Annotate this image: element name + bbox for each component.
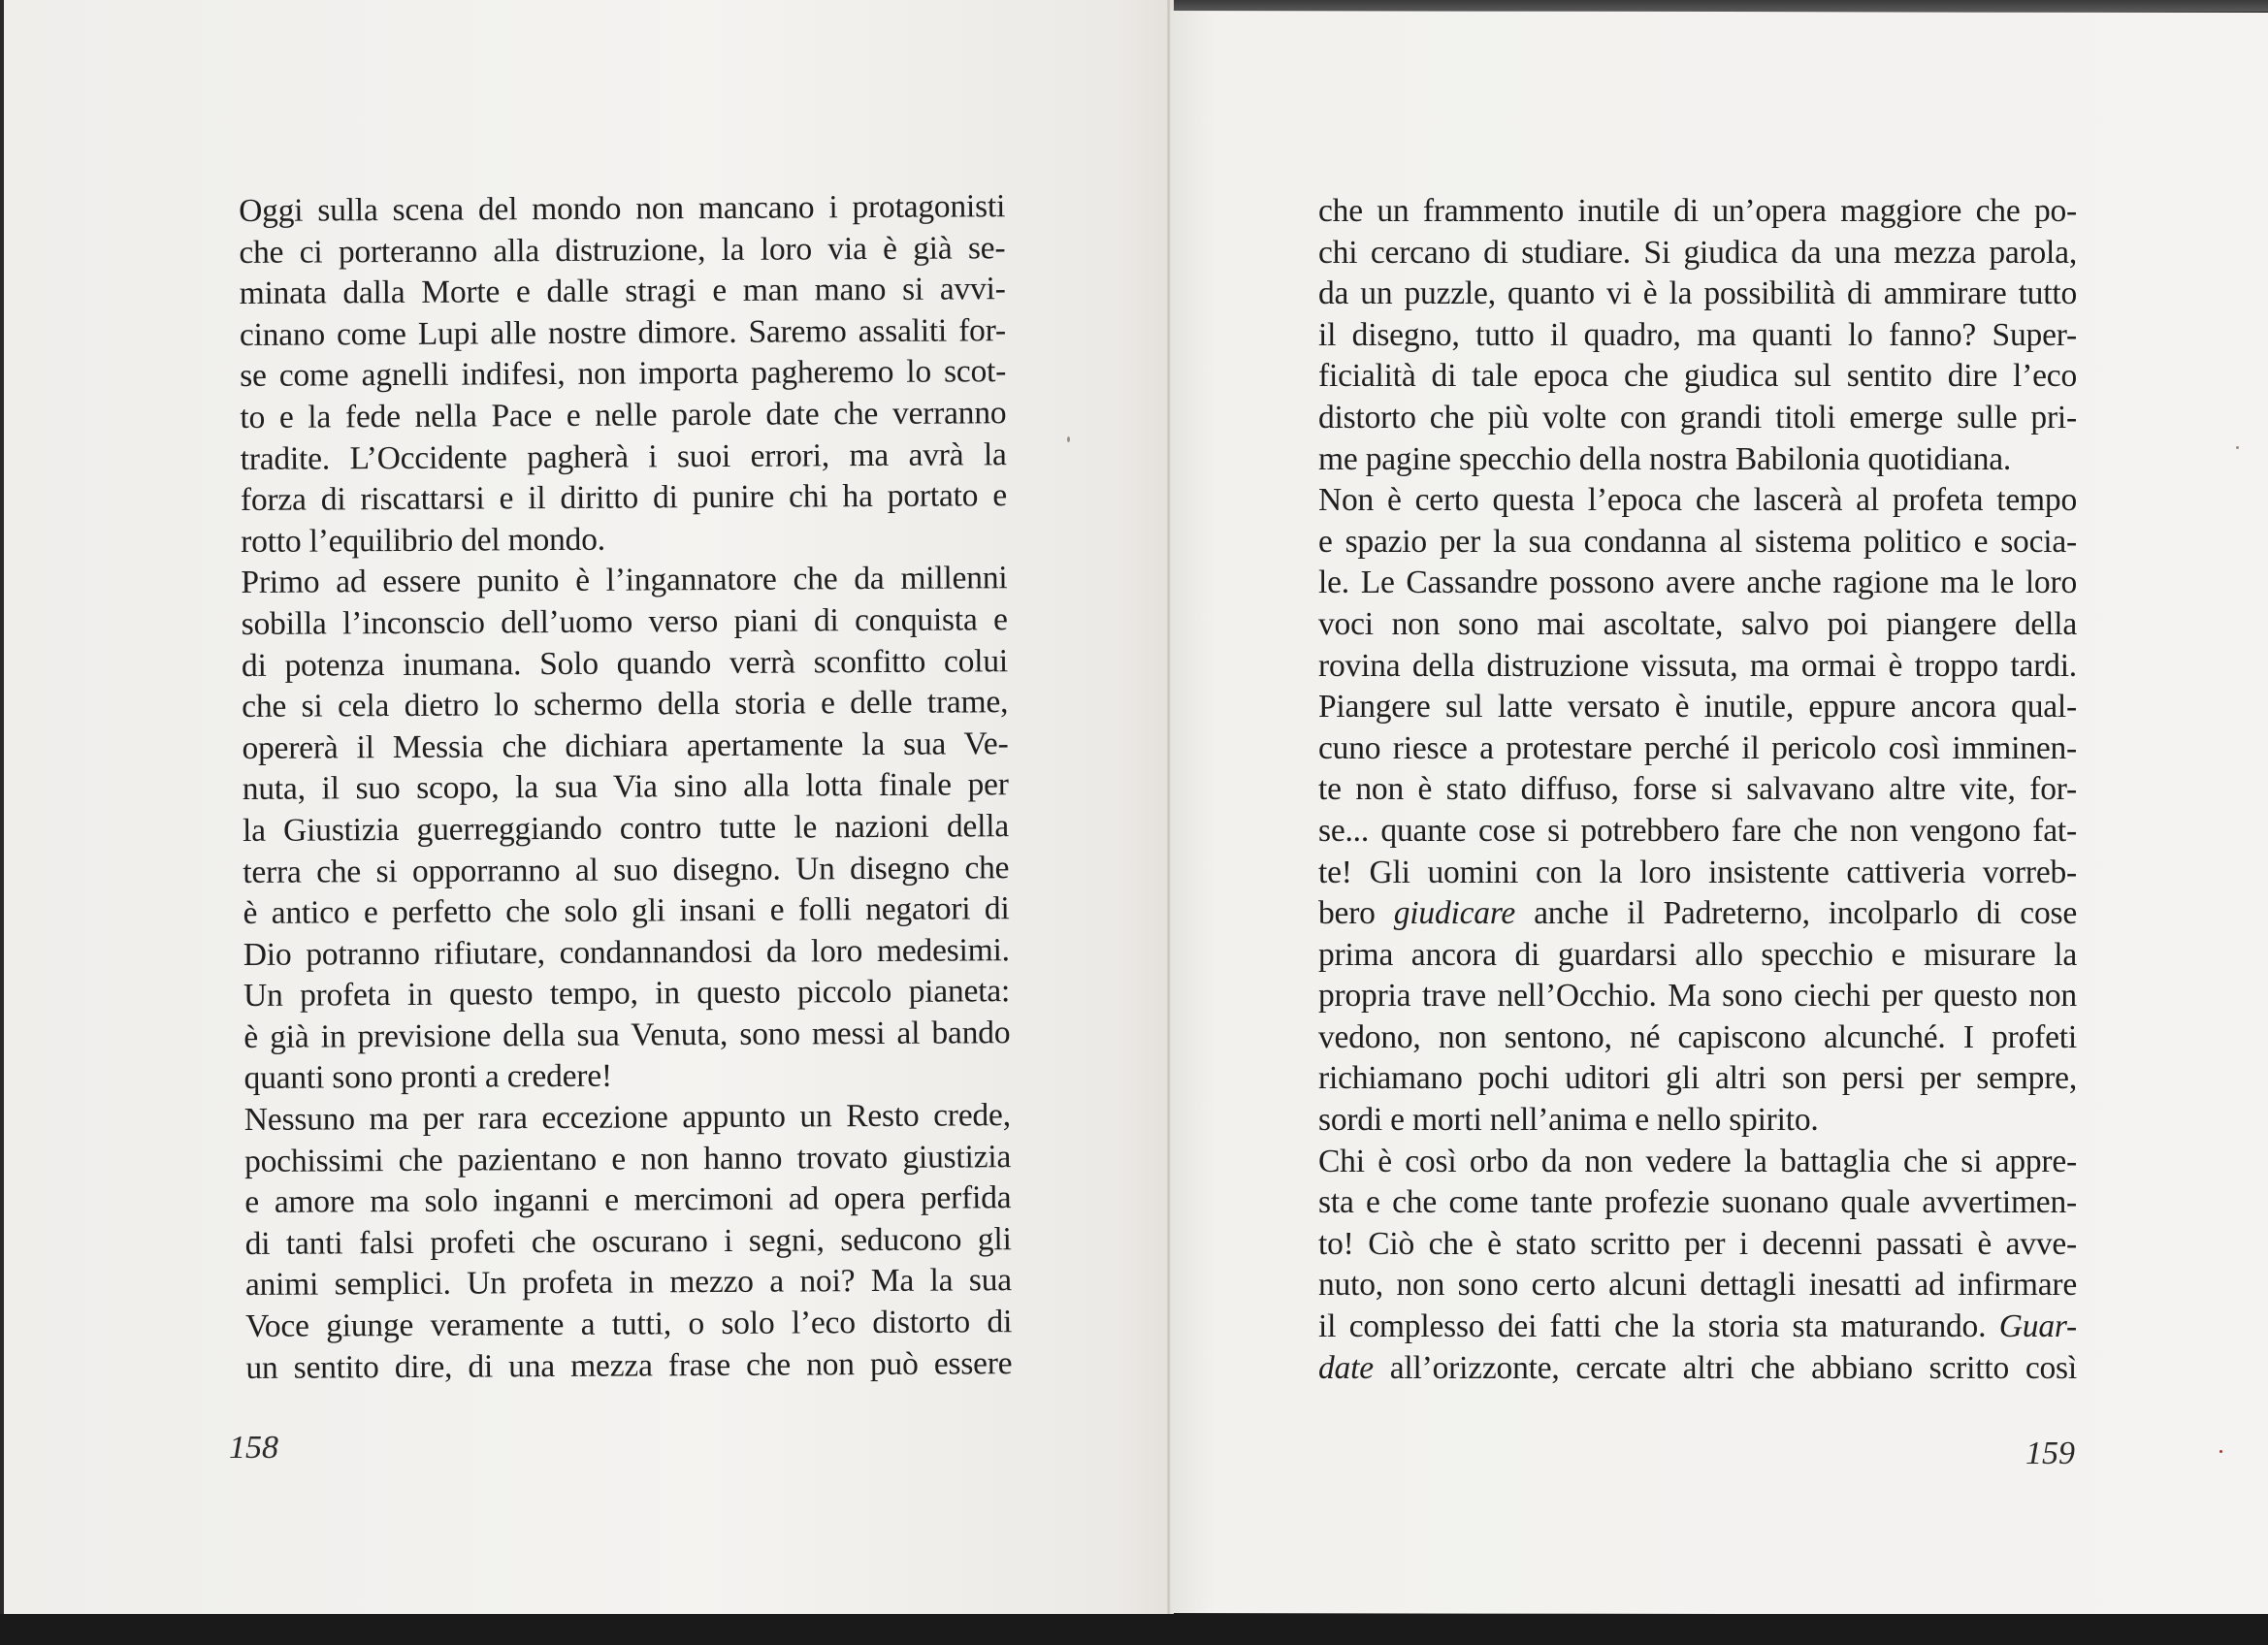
- text-line: la Giustizia guerreggiando contro tutte le nazioni della: [242, 808, 1010, 849]
- text-line: sobilla l’inconscio dell’uomo verso piani di conquista e: [241, 601, 1008, 642]
- italic-text: date: [1318, 1349, 1374, 1386]
- text-line: pochissimi che pazientano e non hanno trovato giustizia: [243, 1138, 1012, 1179]
- text-segment: se... quante cose si potrebbero fare che non vengono fat-: [1318, 812, 2077, 849]
- text-line: di potenza inumana. Solo quando verrà sconfitto colui: [241, 642, 1009, 684]
- page-number-right: 159: [2025, 1435, 2075, 1471]
- text-line: che ci porteranno alla distruzione, la loro via è già se-: [239, 229, 1006, 271]
- text-line: [1318, 935, 2077, 977]
- text-line: è già in previsione della sua Venuta, sono messi al bando: [243, 1015, 1011, 1055]
- text-line: [1318, 398, 2077, 439]
- text-line: quanti sono pronti a credere!: [243, 1058, 613, 1097]
- text-line: Oggi sulla scena del mondo non mancano i protagonisti: [239, 188, 1006, 229]
- text-segment: all’orizzonte, cercate altri che abbiano scritto così: [1373, 1349, 2077, 1386]
- text-segment: propria trave nell’Occhio. Ma sono ciechi per questo non: [1318, 978, 2077, 1015]
- text-segment: chi cercano di studiare. Si giudica da una mezza parola,: [1318, 234, 2077, 271]
- right-page-text: [1318, 191, 2077, 1389]
- text-line: forza di riscattarsi e il diritto di punire chi ha portato e: [240, 477, 1008, 519]
- text-line: [1318, 563, 2077, 604]
- paper-speck: [2219, 1450, 2222, 1453]
- text-line: Voce giunge veramente a tutti, o solo l’eco distorto di: [245, 1304, 1013, 1345]
- text-line: [1318, 646, 2077, 688]
- text-line: [1318, 191, 2077, 233]
- text-line: che si cela dietro lo schermo della storia e delle trame,: [242, 684, 1009, 726]
- text-line: [1318, 1100, 2077, 1142]
- text-line: Nessuno ma per rara eccezione appunto un Resto crede,: [243, 1097, 1011, 1139]
- text-segment: il disegno, tutto il quadro, ma quanti lo fanno? Super-: [1318, 316, 2077, 353]
- text-line: terra che si opporranno al suo disegno. Un disegno che: [243, 849, 1010, 890]
- text-line: se come agnelli indifesi, non importa pagheremo lo scot-: [240, 353, 1007, 395]
- text-line: un sentito dire, di una mezza frase che non può essere: [245, 1344, 1013, 1386]
- text-segment: te non è stato diffuso, forse si salvavano altre vite, for-: [1318, 771, 2077, 808]
- italic-text: giudicare: [1393, 895, 1516, 932]
- text-segment: il complesso dei fatti che la storia sta maturando.: [1318, 1308, 1999, 1345]
- text-segment: e spazio per la sua condanna al sistema politico e socia-: [1318, 523, 2077, 560]
- text-line: [1318, 811, 2077, 853]
- paper-speck: [1067, 436, 1070, 442]
- text-line: [1318, 604, 2077, 646]
- text-line: [1318, 1058, 2077, 1100]
- text-segment: Piangere sul latte versato è inutile, eppure ancora qual-: [1318, 689, 2077, 726]
- text-line: minata dalla Morte e dalle stragi e man mano si avvi-: [239, 271, 1006, 312]
- text-line: [1318, 522, 2077, 564]
- text-line: [1318, 1224, 2077, 1266]
- text-line: è antico e perfetto che solo gli insani e folli negatori di: [243, 890, 1010, 932]
- text-line: animi semplici. Un profeta in mezzo a noi? Ma la sua: [244, 1262, 1012, 1304]
- text-line: [1318, 1182, 2077, 1224]
- text-line: tradite. L’Occidente pagherà i suoi errori, ma avrà la: [240, 435, 1007, 477]
- text-line: [1318, 976, 2077, 1017]
- paper-speck: [2236, 446, 2239, 449]
- text-line: di tanti falsi profeti che oscurano i segni, seducono gli: [244, 1220, 1012, 1262]
- text-segment: prima ancora di guardarsi allo specchio e misurare la: [1318, 936, 2077, 973]
- text-segment: nuto, non sono certo alcuni dettagli inesatti ad infirmare: [1318, 1267, 2077, 1304]
- text-line: [1318, 893, 2077, 935]
- text-line: e amore ma solo inganni e mercimoni ad opera perfida: [244, 1179, 1012, 1221]
- text-line: [1318, 480, 2077, 522]
- text-segment: te! Gli uomini con la loro insistente cattiveria vorreb-: [1318, 854, 2077, 890]
- page-number-left: 158: [229, 1430, 278, 1466]
- scan-edge-bottom: [0, 1614, 2268, 1645]
- text-line: [1318, 728, 2077, 770]
- text-segment: sordi e morti nell’anima e nello spirito.: [1318, 1102, 1819, 1139]
- book-gutter: [1167, 0, 1171, 1614]
- text-segment: to! Ciò che è stato scritto per i decenni passati è avve-: [1318, 1225, 2077, 1262]
- text-line: to e la fede nella Pace e nelle parole date che verranno: [240, 395, 1007, 435]
- text-line: [1318, 1306, 2077, 1348]
- text-line: [1318, 274, 2077, 315]
- text-segment: Chi è così orbo da non vedere la battaglia che si appre-: [1318, 1143, 2077, 1179]
- text-segment: cuno riesce a protestare perché il pericolo così imminen-: [1318, 729, 2077, 766]
- text-line: Primo ad essere punito è l’ingannatore che da millenni: [241, 560, 1008, 601]
- text-line: [1318, 1142, 2077, 1183]
- text-line: [1318, 1017, 2077, 1059]
- text-line: [1318, 356, 2077, 398]
- text-segment: rovina della distruzione vissuta, ma ormai è troppo tardi.: [1318, 647, 2077, 684]
- italic-text: Guar-: [1998, 1308, 2077, 1345]
- text-segment: distorto che più volte con grandi titoli emerge sulle pri-: [1318, 399, 2077, 435]
- text-line: [1318, 853, 2077, 894]
- text-segment: ficialità di tale epoca che giudica sul sentito dire l’eco: [1318, 358, 2077, 395]
- text-line: opererà il Messia che dichiara apertamente la sua Ve-: [242, 725, 1009, 766]
- text-segment: che un frammento inutile di un’opera maggiore che po-: [1318, 193, 2077, 229]
- text-line: [1318, 1348, 2077, 1390]
- text-line: [1318, 769, 2077, 811]
- text-line: [1318, 439, 2077, 481]
- text-segment: da un puzzle, quanto vi è la possibilità di ammirare tutto: [1318, 275, 2077, 312]
- text-line: [1318, 233, 2077, 274]
- text-line: rotto l’equilibrio del mondo.: [241, 521, 605, 560]
- text-line: cinano come Lupi alle nostre dimore. Saremo assaliti for-: [239, 311, 1007, 353]
- text-segment: voci non sono mai ascoltate, salvo poi piangere della: [1318, 605, 2077, 642]
- text-segment: anche il Padreterno, incolparlo di cose: [1515, 895, 2077, 932]
- text-line: Un profeta in questo tempo, in questo piccolo pianeta:: [243, 973, 1011, 1015]
- text-segment: me pagine specchio della nostra Babilonia quotidiana.: [1318, 440, 2012, 477]
- text-segment: le. Le Cassandre possono avere anche ragione ma le loro: [1318, 564, 2077, 601]
- left-page-text: [239, 186, 1013, 1389]
- text-segment: bero: [1318, 895, 1394, 932]
- text-segment: sta e che come tante profezie suonano quale avvertimen-: [1318, 1184, 2077, 1221]
- text-line: [1318, 687, 2077, 728]
- text-line: Dio potranno rifiutare, condannandosi da loro medesimi.: [243, 931, 1010, 973]
- text-line: [1318, 315, 2077, 357]
- scan-edge-top: [1174, 0, 2268, 12]
- text-segment: richiamano pochi uditori gli altri son persi per sempre,: [1318, 1060, 2077, 1097]
- text-line: [1318, 1265, 2077, 1306]
- text-segment: vedono, non sentono, né capiscono alcunché. I profeti: [1318, 1018, 2077, 1055]
- text-segment: Non è certo questa l’epoca che lascerà al profeta tempo: [1318, 482, 2077, 519]
- text-line: nuta, il suo scopo, la sua Via sino alla lotta finale per: [242, 766, 1009, 808]
